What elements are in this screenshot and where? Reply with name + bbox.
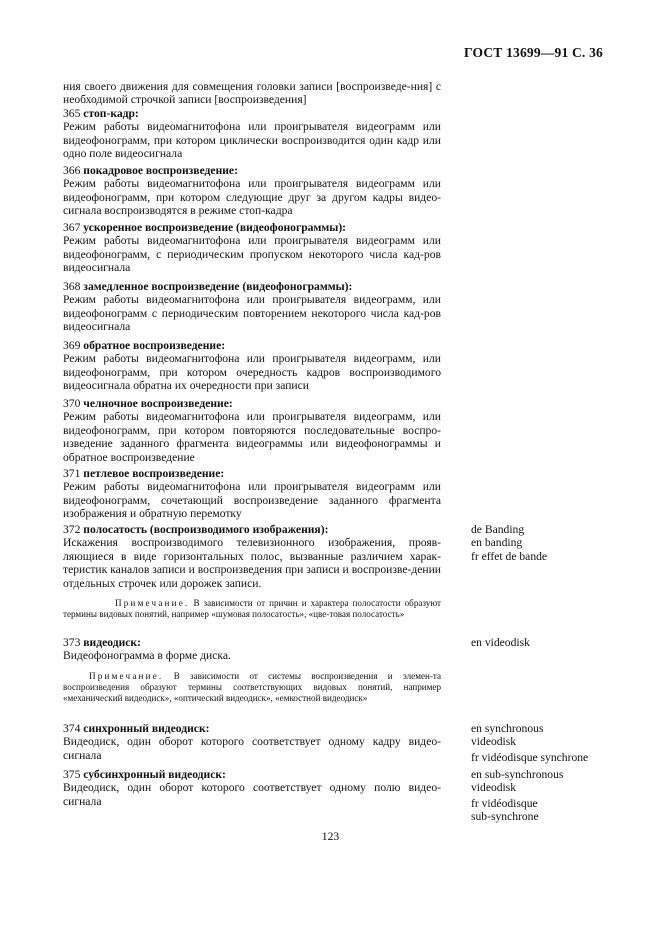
entry-term: челночное воспроизведение: <box>83 397 233 410</box>
entry-365 <box>63 107 441 161</box>
foreign-equivalent: fr effet de bande <box>471 549 548 563</box>
entry-term: ускоренное воспроизведение (видеофонограммы): <box>83 221 347 234</box>
entry-definition: Режим работы видеомагнитофона или проигрывателя видеограмм, или видеофонограмм, при котором повторяются последовательные воспро-изведение заданного фрагмента видеограммы или видеофонограммы и обратное воспроизведение <box>63 410 441 464</box>
note-label: Примечание. <box>115 598 190 609</box>
intro-text: ния своего движения для совмещения головки записи [воспроизведе-ния] с необходимой строчкой записи [воспроизведения] <box>63 80 441 107</box>
entry-definition: Видеодиск, один оборот которого соответствует одному полю видео-сигнала <box>63 781 441 808</box>
entry-term: стоп-кадр: <box>83 107 139 120</box>
entry-number: 368 <box>63 280 81 293</box>
entry-term: синхронный видеодиск: <box>83 722 210 735</box>
entry-368 <box>63 280 441 334</box>
foreign-equivalent: en sub-synchronous <box>471 768 564 781</box>
entry-374 <box>63 722 441 762</box>
entry-370 <box>63 397 441 464</box>
entry-367 <box>63 221 441 275</box>
equivalents-372 <box>471 523 621 563</box>
foreign-equivalent: en banding <box>471 536 523 550</box>
entry-369 <box>63 339 441 393</box>
page-number: 123 <box>321 830 340 843</box>
note-label: Примечание. <box>89 670 164 681</box>
entry-375 <box>63 768 441 808</box>
foreign-equivalent: en synchronous <box>471 722 544 735</box>
intro-block <box>63 80 441 107</box>
entry-definition: Искажения воспроизводимого телевизионного изображения, прояв-ляющиеся в виде горизонтальных полос, вызванные различием харак-теристик каналов записи и воспроизведения при записи и воспроизве-дении отдельных строчек или дорожек записи. <box>63 536 441 590</box>
entry-term: покадровое воспроизведение: <box>83 164 238 177</box>
entry-number: 365 <box>63 107 81 120</box>
note-text: В зависимости от причин и характера полосатости образуют термины видовых понятий, например «шумовая полосатость», «цве-товая полосатость» <box>63 598 441 620</box>
entry-definition: Режим работы видеомагнитофона или проигрывателя видеограмм или видеофонограмм, сочетающий воспроизведение заданного фрагмента изображения и обратную перемотку <box>63 480 441 521</box>
note-text: В зависимости от системы воспроизведения и элемен-та воспроизведения образуют термины соответствующих видовых понятий, например «механический видеодиск», «оптический видеодиск», «емкостной видеодиск» <box>63 670 441 703</box>
entry-term: обратное воспроизведение: <box>83 339 226 352</box>
equivalents-374 <box>471 722 621 764</box>
foreign-equivalent: fr vidéodisque synchrone <box>471 750 589 764</box>
entry-definition: Видеофонограмма в форме диска. <box>63 649 231 663</box>
entry-definition: Режим работы видеомагнитофона или проигрывателя видеограмм, или видеофонограмм с периодическим повторением некоторого числа кад-ров видеосигнала <box>63 293 441 334</box>
foreign-equivalent: videodisk <box>471 735 517 749</box>
entry-definition: Режим работы видеомагнитофона или проигрывателя видеограмм или видеофонограмм, при котором циклически воспроизводится один кадр или одно поле видеосигнала <box>63 120 441 161</box>
entry-number: 370 <box>63 397 81 410</box>
foreign-equivalent: videodisk <box>471 781 517 795</box>
equivalents-375 <box>471 768 621 824</box>
entry-note <box>63 671 441 704</box>
entry-definition: Видеодиск, один оборот которого соответствует одному кадру видео-сигнала <box>63 735 441 762</box>
page-header: ГОСТ 13699—91 С. 36 <box>464 45 603 60</box>
entry-number: 369 <box>63 339 81 352</box>
entry-number: 374 <box>63 722 81 735</box>
foreign-equivalent: sub-synchrone <box>471 810 539 824</box>
entry-number: 371 <box>63 467 81 480</box>
entry-373 <box>63 636 441 704</box>
entry-number: 373 <box>63 636 81 649</box>
foreign-equivalent: de Banding <box>471 523 525 536</box>
entry-number: 375 <box>63 768 81 781</box>
entry-number: 372 <box>63 523 81 536</box>
entry-term: полосатость (воспроизводимого изображения): <box>83 523 329 536</box>
entry-372 <box>63 523 441 620</box>
entry-note <box>63 598 441 620</box>
entry-term: петлевое воспроизведение: <box>83 467 225 480</box>
entry-definition: Режим работы видеомагнитофона или проигрывателя видеограмм или видеофонограмм, при котором следующие друг за другом кадры видео-сигнала воспроизводятся в режиме стоп-кадра <box>63 177 441 218</box>
equivalents-373 <box>471 636 621 649</box>
entry-definition: Режим работы видеомагнитофона или проигрывателя видеограмм, или видеофонограмм, при котором очередность кадров воспроизводимого видеосигнала обратна их очередности при записи <box>63 352 441 393</box>
entry-number: 366 <box>63 164 81 177</box>
foreign-equivalent: fr vidéodisque <box>471 796 538 810</box>
entry-371 <box>63 467 441 521</box>
foreign-equivalent: en videodisk <box>471 636 530 649</box>
entry-term: видеодиск: <box>83 636 141 649</box>
entry-term: субсинхронный видеодиск: <box>83 768 226 781</box>
entry-366 <box>63 164 441 218</box>
entry-number: 367 <box>63 221 81 234</box>
entry-definition: Режим работы видеомагнитофона или проигрывателя видеограмм или видеофонограмм, с периодическим пропуском некоторого числа кад-ров видеосигнала <box>63 234 441 275</box>
entry-term: замедленное воспроизведение (видеофонограммы): <box>83 280 353 293</box>
